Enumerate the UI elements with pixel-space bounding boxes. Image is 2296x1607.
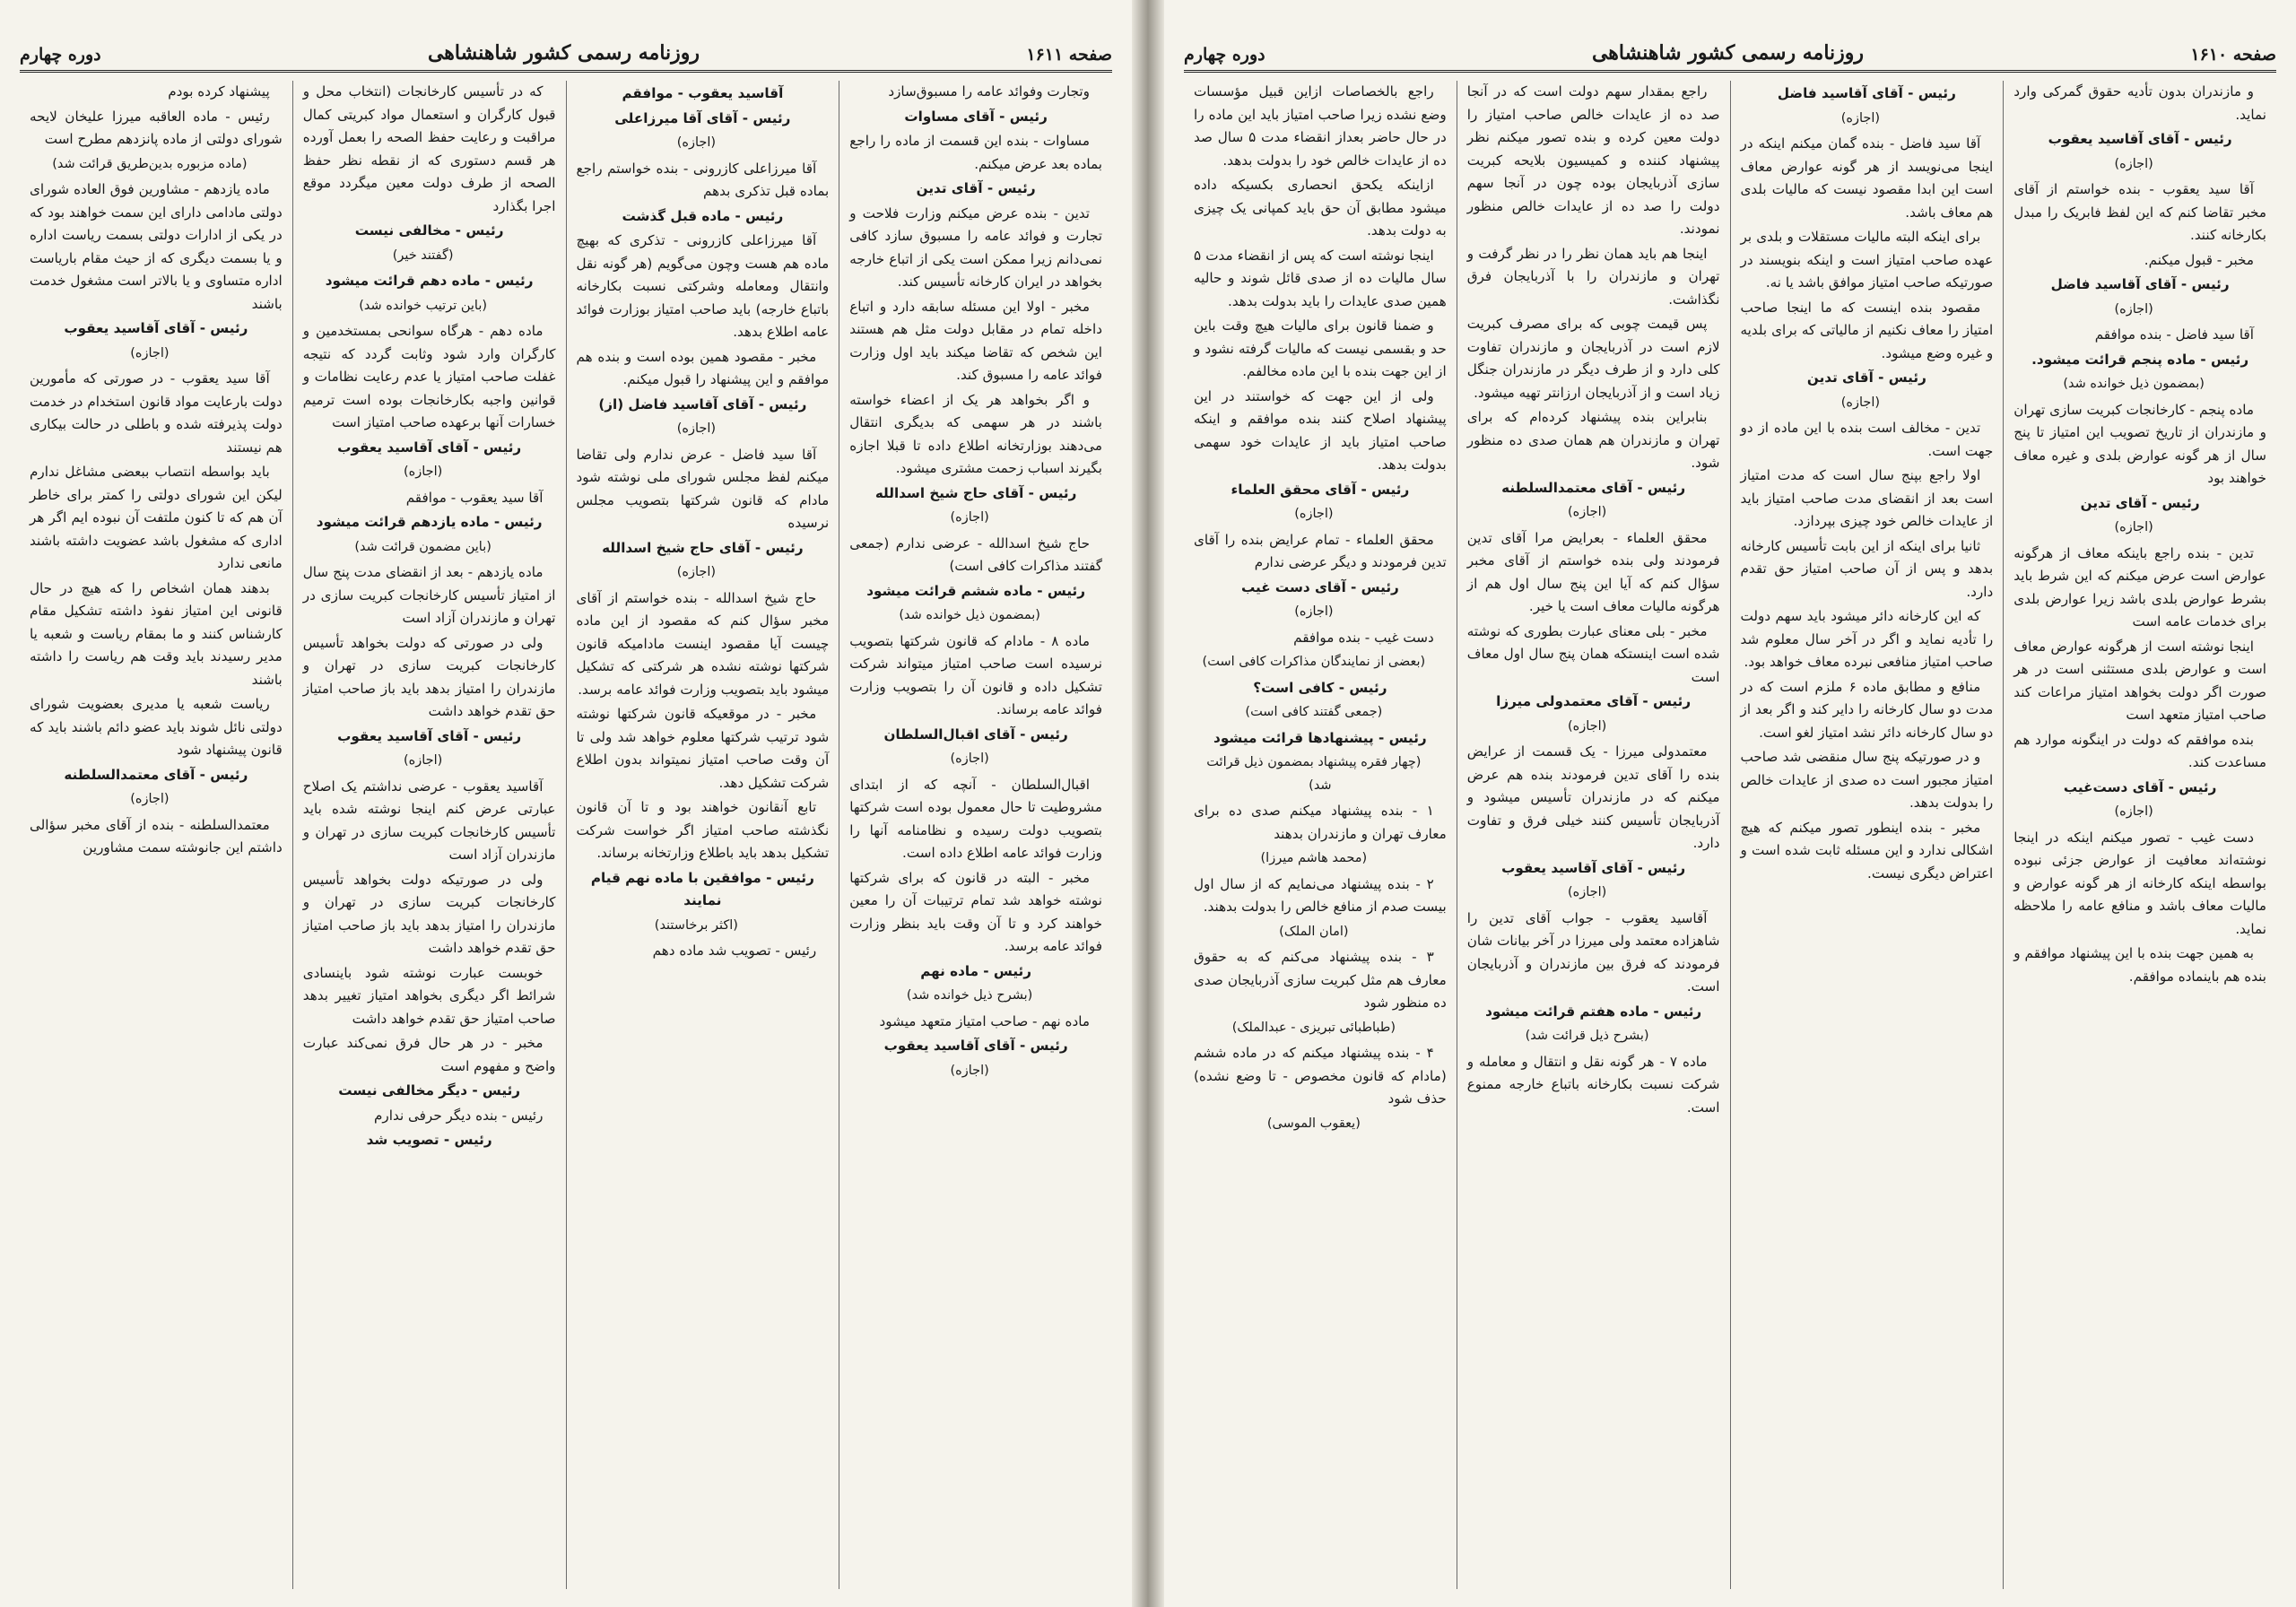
speaker-line: رئیس - ماده قبل گذشت bbox=[622, 207, 784, 224]
speaker-line: آقاسید یعقوب - موافقم bbox=[622, 85, 784, 101]
paragraph: ثانیا برای اینکه از این بابت تأسیس کارخانه بدهد و پس از آن صاحب امتیاز حق تقدم دارد. bbox=[1740, 537, 1994, 600]
paragraph: ماده دهم - هرگاه سوانحی بمستخدمین و کارگران وارد شود وثابت گردد که نتیجه غفلت صاحب امتیاز یا عدم رعایت نظامات و قوانین واجبه بکارخانجات بوده است ترمیم خسارات آنها برعهده صاحب امتیاز است bbox=[302, 323, 556, 430]
paragraph: رئیس - ماده العاقبه میرزا علیخان لایحه شورای دولتی از ماده پانزدهم مطرح است bbox=[30, 108, 283, 147]
paragraph: ریاست شعبه یا مدیری بعضویت شورای دولتی نائل شوند باید عضو دائم باشند باید که قانون پیشنهاد شود bbox=[30, 696, 283, 758]
speaker-line: رئیس - ماده نهم bbox=[920, 962, 1032, 979]
paragraph: بنابراین بنده پیشنهاد کرده‌ام که برای تهران و مازندران هم همان صدی ده منظور شود. bbox=[1466, 409, 1720, 471]
parenthetical-note: (اجازه) bbox=[1567, 885, 1607, 899]
text-column bbox=[1184, 81, 1457, 1589]
paragraph: حاج شیخ اسدالله - عرضی ندارم (جمعی گفتند مذاکرات کافی است) bbox=[849, 534, 1102, 574]
header-rule bbox=[20, 70, 1112, 73]
text-columns bbox=[1184, 81, 2276, 1589]
speaker-line: رئیس - آقای حاج شیخ اسدالله bbox=[602, 539, 804, 556]
right-page bbox=[1164, 0, 2296, 1607]
paragraph: ۲ - بنده پیشنهاد می‌نمایم که از سال اول بیست صدم از منافع خالص را بدولت بدهند. bbox=[1194, 875, 1447, 915]
speaker-line: رئیس - ماده ششم قرائت میشود bbox=[866, 582, 1086, 599]
paragraph: مساوات - بنده این قسمت از ماده را راجع بماده بعد عرض میکنم. bbox=[849, 133, 1102, 172]
speaker-line: رئیس - مخالفی نیست bbox=[354, 222, 504, 239]
paragraph: مقصود بنده اینست که ما اینجا صاحب امتیاز را معاف نکنیم از مالیاتی که برای بلدیه و غیره وضع میشود. bbox=[1740, 299, 1994, 361]
text-columns bbox=[20, 81, 1112, 1589]
speaker-line: رئیس - ماده هفتم قرائت میشود bbox=[1485, 1003, 1702, 1020]
paragraph: اینجا هم باید همان نظر را در نظر گرفت و تهران و مازندران را با آذربایجان فرق نگذاشت. bbox=[1466, 245, 1720, 308]
speaker-line: رئیس - آقای تدین bbox=[1806, 369, 1926, 386]
parenthetical-note: (اجازه) bbox=[1567, 718, 1607, 734]
speaker-line: رئیس - کافی است؟ bbox=[1253, 679, 1387, 696]
parenthetical-note: (اجازه) bbox=[950, 751, 989, 766]
paragraph: مخبر - قبول میکنم. bbox=[2144, 251, 2254, 268]
speaker-line: رئیس - آقای آقاسید یعقوب bbox=[883, 1038, 1068, 1054]
speaker-line: رئیس - آقای آقاسید فاضل bbox=[2050, 276, 2230, 292]
text-column bbox=[20, 81, 292, 1589]
parenthetical-note: (اجازه) bbox=[676, 421, 717, 436]
paragraph: اقبال‌السلطان - آنچه که از ابتدای مشروطیت تا حال معمول بوده است شرکتها بتصویب دولت رسیده و نظامنامه آنها را وزارت فوائد عامه اطلاع داده است. bbox=[849, 776, 1102, 861]
paragraph: ماده یازدهم - مشاورین فوق العاده شورای دولتی مادامی دارای این سمت خواهند بود که در یکی از ادارات دولتی بسمت ریاست اداره و یا بسمت دیگری که از حیث مقام باریاست اداره متساوی و یا بالاتر است مشغول خدمت باشند bbox=[30, 181, 283, 312]
paragraph: مخبر - البته در قانون که برای شرکتها نوشته خواهد شد تمام ترتیبات آن را معین خواهند کرد و تا آن وقت باید بنظر وزارت فوائد عامه برسد. bbox=[849, 869, 1102, 954]
parenthetical-note: (اجازه) bbox=[1840, 110, 1881, 126]
speaker-line: رئیس - ماده پنجم قرائت میشود. bbox=[2031, 351, 2249, 368]
parenthetical-note: (بشرح ذیل قرائت شد) bbox=[1525, 1029, 1649, 1043]
paragraph: بنده موافقم که دولت در اینگونه موارد هم مساعدت کند. bbox=[2013, 731, 2266, 770]
paragraph: پیشنهاد کرده بودم bbox=[168, 83, 270, 100]
paragraph: معتمدالسلطنه - بنده از آقای مخبر سؤالی داشتم این جانوشته سمت مشاورین bbox=[30, 816, 283, 856]
paragraph: آقا میرزاعلی کازرونی - تذکری که بهیچ ماده هم هست وچون می‌گویم (هر گونه نقل وانتقال ومعامله وشرکتی نسبت بکارخانه باتباع خارجه) باید صاحب امتیاز بوزارت فوائد عامه اطلاع بدهد. bbox=[576, 232, 830, 340]
paragraph: تدین - بنده عرض میکنم وزارت فلاحت و تجارت و فوائد عامه را مسبوق سازد کافی نمی‌دانم زیرا ممکن است یکی از اتباع خارجه بخواهد در ایران کارخانه تأسیس کند. bbox=[849, 204, 1102, 290]
parenthetical-note: (چهار فقره پیشنهاد بمضمون ذیل قرائت شد) bbox=[1206, 755, 1422, 793]
paragraph: مخبر - بنده اینطور تصور میکنم که هیچ اشکالی ندارد و این مسئله ثابت شده است و اعتراض دیگری نیست. bbox=[1740, 819, 1994, 882]
parenthetical-note: (گفتند خیر) bbox=[392, 248, 454, 263]
parenthetical-note: (یعقوب الموسی) bbox=[1266, 1116, 1361, 1131]
book-gutter bbox=[1132, 0, 1164, 1607]
parenthetical-note: (اجازه) bbox=[403, 753, 443, 768]
text-column bbox=[1457, 81, 1730, 1589]
parenthetical-note: (اجازه) bbox=[2114, 301, 2153, 317]
paragraph: که در تأسیس کارخانجات (انتخاب محل و قبول کارگران و استعمال مواد کبریتی کمال مراقبت و رعایت حفظ الصحه را بعمل آورده هر قسم دستوری که از نقطه نظر حفظ الصحه از طرف دولت معین میگردد موقع اجرا بگذارد bbox=[302, 83, 556, 214]
speaker-line: رئیس - آقای دست غیب bbox=[1240, 578, 1399, 595]
page-number: صفحه ۱۶۱۰ bbox=[2190, 45, 2276, 65]
speaker-line: رئیس - دیگر مخالفی نیست bbox=[338, 1082, 521, 1099]
text-column bbox=[1730, 81, 2004, 1589]
paragraph: منافع و مطابق ماده ۶ ملزم است که در مدت دو سال کارخانه را دایر کند و اگر بعد از دو سال کارخانه دائر نشد امتیاز لغو است. bbox=[1740, 678, 1994, 741]
paragraph: به همین جهت بنده با این پیشنهاد موافقم و بنده هم باینماده موافقم. bbox=[2013, 945, 2266, 985]
speaker-line: رئیس - آقای تدین bbox=[2080, 494, 2200, 511]
parenthetical-note: (اجازه) bbox=[950, 510, 989, 525]
parenthetical-note: (بشرح ذیل خوانده شد) bbox=[906, 988, 1033, 1003]
parenthetical-note: (اجازه) bbox=[2114, 804, 2153, 819]
paragraph: برای اینکه البته مالیات مستقلات و بلدی بر عهده صاحب امتیاز است و اینکه بنویسند در صورتیکه صاحب امتیاز موافق باشد یا نه. bbox=[1740, 229, 1994, 291]
paragraph: ماده ۷ - هر گونه نقل و انتقال و معامله و شرکت نسبت بکارخانه باتباع خارجه ممنوع است. bbox=[1466, 1053, 1720, 1116]
parenthetical-note: (اجازه) bbox=[130, 792, 170, 806]
speaker-line: رئیس - آقای آقاسید یعقوب bbox=[1501, 859, 1686, 876]
paragraph: تدین - مخالف است بنده با این ماده از دو جهت است. bbox=[1740, 420, 1994, 459]
speaker-line: رئیس - آقای اقبال‌السلطان bbox=[883, 725, 1068, 743]
paragraph: رئیس - تصویب شد ماده دهم bbox=[652, 942, 817, 959]
paragraph: و ضمنا قانون برای مالیات هیچ وقت باین حد و بقسمی نیست که مالیات گرفته نشود و از این جهت بنده با این ماده مخالفم. bbox=[1194, 317, 1447, 379]
speaker-line: رئیس - آقای آقاسید فاضل bbox=[1777, 85, 1956, 101]
speaker-line: رئیس - تصویب شد bbox=[366, 1132, 492, 1148]
paragraph: آقاسید یعقوب - جواب آقای تدین را شاهزاده معتمد ولی میرزا در آخر بیانات شان فرمودند که فرق بین مازندران و آذربایجان است. bbox=[1466, 909, 1720, 995]
paragraph: آقا سید یعقوب - در صورتی که مأمورین دولت بارعایت مواد قانون استخدام در خدمت دولت پذیرفته شده و باطلی در حالت بیکاری هم نیستند bbox=[30, 370, 283, 456]
paragraph: راجع بمقدار سهم دولت است که در آنجا صد ده از عایدات خالص صاحب امتیاز را دولت معین کرده و بنده تصور میکنم نظر پیشنهاد کننده و کمیسیون بلایحه کبریت سازی آذربایجان بوده چون در آنجا سهم دولت را صد ده از عایدات خالص منظور نمودند. bbox=[1466, 83, 1720, 237]
speaker-line: رئیس - آقای مساوات bbox=[904, 108, 1048, 125]
parenthetical-note: (بعضی از نمایندگان مذاکرات کافی است) bbox=[1202, 655, 1426, 669]
speaker-line: رئیس - آقای دست‌غیب bbox=[2063, 778, 2217, 795]
paragraph: ماده ۸ - مادام که قانون شرکتها بتصویب نرسیده است صاحب امتیاز میتواند شرکت تشکیل داده و قانون آن را بتصویب وزارت فوائد عامه برساند. bbox=[849, 632, 1102, 717]
paragraph: مخبر - مقصود همین بوده است و بنده هم موافقم و این پیشنهاد را قبول میکنم. bbox=[576, 348, 830, 387]
paragraph: مخبر - در موقعیکه قانون شرکتها نوشته شود ترتیب شرکتها معلوم خواهد شد ولی تا آن وقت صاحب امتیاز نمیتواند بدون اطلاع شرکت تشکیل دهد. bbox=[576, 706, 830, 791]
parenthetical-note: (باین ترتیب خوانده شد) bbox=[359, 298, 488, 313]
left-page bbox=[0, 0, 1132, 1607]
parenthetical-note: (اجازه) bbox=[676, 565, 717, 579]
paragraph: ولی از این جهت که خواستند در این پیشنهاد اصلاح کنند بنده موافقم و اینکه صاحب امتیاز باید از عایدات خود سهمی بدولت بدهد. bbox=[1194, 387, 1447, 473]
speaker-line: رئیس - آقای آقاسید یعقوب bbox=[2048, 131, 2232, 147]
paragraph: ولی در صورتی که دولت بخواهد تأسیس کارخانجات کبریت سازی در تهران و مازندران را امتیاز بدهد باید باز صاحب امتیاز حق تقدم خواهد داشت bbox=[302, 634, 556, 719]
paragraph: مخبر - در هر حال فرق نمی‌کند عبارت واضح و مفهوم است bbox=[302, 1035, 556, 1074]
paragraph: ماده نهم - صاحب امتیاز متعهد میشود bbox=[879, 1012, 1090, 1029]
page-header bbox=[1184, 22, 2276, 65]
speaker-line: رئیس - ماده دهم قرائت میشود bbox=[325, 273, 534, 289]
speaker-line: رئیس - آقای حاج شیخ اسدالله bbox=[874, 484, 1077, 501]
parenthetical-note: (اجازه) bbox=[2114, 156, 2153, 171]
parenthetical-note: (اکثر برخاستند) bbox=[654, 917, 738, 933]
parenthetical-note: (بمضمون ذیل خوانده شد) bbox=[899, 608, 1040, 622]
parenthetical-note: (محمد هاشم میرزا) bbox=[1260, 851, 1368, 865]
newspaper-title: روزنامه رسمی کشور شاهنشاهی bbox=[427, 41, 700, 65]
text-column bbox=[2003, 81, 2276, 1589]
parenthetical-note: (بمضمون ذیل خوانده شد) bbox=[2063, 377, 2205, 391]
speaker-line: رئیس - آقای آقاسید فاضل (از) bbox=[598, 395, 807, 413]
parenthetical-note: (اجازه) bbox=[1840, 395, 1881, 410]
paragraph: ۴ - بنده پیشنهاد میکنم که در ماده ششم (مادام که قانون مخصوص - تا وضع نشده) حذف شود bbox=[1194, 1045, 1447, 1107]
paragraph: بدهند همان اشخاص را که هیچ در حال قانونی این امتیاز نفوذ داشته تشکیل مقام کارشناس کنند و ما بمقام ریاست و شعبه یا مدیر رسیدند باید وقت هم ریاست را داشته باشند bbox=[30, 579, 283, 688]
session-label: دوره چهارم bbox=[1184, 45, 1265, 65]
parenthetical-note: (امان الملک) bbox=[1279, 924, 1349, 939]
paragraph: ۱ - بنده پیشنهاد میکنم صدی ده برای معارف تهران و مازندران بدهند bbox=[1194, 803, 1447, 842]
parenthetical-note: (اجازه) bbox=[1567, 505, 1607, 519]
paragraph: مخبر - بلی معنای عبارت بطوری که نوشته شده است اینستکه همان پنج سال اول معاف است bbox=[1466, 622, 1720, 685]
paragraph: آقا سید یعقوب - موافقم bbox=[405, 489, 544, 506]
session-label: دوره چهارم bbox=[20, 45, 101, 65]
paragraph: تابع آنقانون خواهند بود و تا آن قانون نگذشته صاحب امتیاز اگر خواست شرکت تشکیل بدهد باید باطلاع وزارتخانه برساند. bbox=[576, 799, 830, 861]
speaker-line: رئیس - آقای محقق العلماء bbox=[1231, 481, 1410, 498]
parenthetical-note: (اجازه) bbox=[1294, 507, 1334, 521]
parenthetical-note: (اجازه) bbox=[676, 135, 717, 150]
paragraph: اینجا نوشته است از هرگونه عوارض معاف است و عوارض بلدی مستثنی است در هر صورت اگر دولت بخواهد امتیاز مراعات کند صاحب امتیاز متعهد است bbox=[2013, 638, 2266, 723]
paragraph: محقق العلماء - بعرایض مرا آقای تدین فرمودند ولی بنده خواستم از آقای مخبر سؤال کنم که آیا این پنج سال اول هم از هرگونه مالیات معاف است یا خیر. bbox=[1466, 529, 1720, 614]
text-column bbox=[292, 81, 566, 1589]
speaker-line: رئیس - موافقین با ماده نهم قیام نمایند bbox=[590, 869, 814, 908]
paragraph: وتجارت وفوائد عامه را مسبوق‌سازد bbox=[888, 83, 1090, 100]
page-header bbox=[20, 22, 1112, 65]
paragraph: رئیس - بنده دیگر حرفی ندارم bbox=[374, 1107, 544, 1124]
paragraph: محقق العلماء - تمام عرایض بنده را آقای تدین فرمودند و دیگر عرضی ندارم bbox=[1194, 531, 1447, 570]
paragraph: باید بواسطه انتصاب ببعضی مشاغل ندارم لیکن این شورای دولتی را کمتر برای خاطر آن هم که تا کنون ملتفت آن نبوده ایم اگر هر اداری که مشغول باشد عضویت داشته باشند مانعی ندارد bbox=[30, 464, 283, 571]
paragraph: که این کارخانه دائر میشود باید سهم دولت را تأدیه نماید و اگر در آخر سال معلوم شد صاحب امتیاز منافعی نبرده معاف خواهد بود. bbox=[1740, 608, 1994, 670]
paragraph: مخبر - اولا این مسئله سابقه دارد و اتباع داخله تمام در مقابل دولت مثل هم هستند این شخص که تقاضا میکند باید اول وزارت فوائد عامه را مسبوق کند. bbox=[849, 298, 1102, 383]
paragraph: آقا میرزاعلی کازرونی - بنده خواستم راجع بماده قبل تذکری بدهم bbox=[576, 160, 830, 199]
parenthetical-note: (ماده مزبوره بدین‌طریق قرائت شد) bbox=[52, 156, 248, 171]
paragraph: و اگر بخواهد هر یک از اعضاء خواسته باشند در هر سهمی که بدیگری انتقال می‌دهند بوزارتخانه اطلاع داده تا قبلا اجازه بگیرند اسباب زحمت مشتری میشود. bbox=[849, 391, 1102, 476]
page-number: صفحه ۱۶۱۱ bbox=[1026, 45, 1112, 65]
paragraph: اولا راجع بپنج سال است که مدت امتیاز است بعد از انقضای مدت صاحب امتیاز باید از عایدات خالص خود چیزی بپردازد. bbox=[1740, 467, 1994, 529]
paragraph: و مازندران بدون تأدیه حقوق گمرکی وارد نماید. bbox=[2013, 83, 2266, 123]
parenthetical-note: (اجازه) bbox=[130, 345, 170, 360]
header-rule bbox=[1184, 70, 2276, 73]
parenthetical-note: (اجازه) bbox=[1294, 604, 1334, 619]
speaker-line: رئیس - ماده یازدهم قرائت میشود bbox=[316, 514, 543, 530]
speaker-line: رئیس - آقای تدین bbox=[916, 180, 1036, 196]
parenthetical-note: (اجازه) bbox=[2114, 520, 2153, 534]
speaker-line: رئیس - آقای معتمدالسلطنه bbox=[1501, 479, 1686, 496]
speaker-line: رئیس - آقای معتمدولی میرزا bbox=[1496, 693, 1692, 709]
paragraph: و در صورتیکه پنج سال منقضی شد صاحب امتیاز مجبور است ده صدی از عایدات خالص را بدولت بدهد. bbox=[1740, 749, 1994, 811]
paragraph: راجع بالخصاصات ازاین قبیل مؤسسات وضع نشده زیرا صاحب امتیاز باید این ماده را در حال حاضر بعداز انقضاء مدت ۵ سال صد ده از عایدات خالص خود را بدولت بدهد. bbox=[1194, 83, 1447, 169]
paragraph: ازاینکه یکحق انحصاری بکسیکه داده میشود مطابق آن حق باید کمپانی یک چیزی به دولت بدهد. bbox=[1194, 177, 1447, 239]
paragraph: آقا سید یعقوب - بنده خواستم از آقای مخبر تقاضا کنم که این لفظ فابریک را مبدل بکارخانه کنند. bbox=[2013, 181, 2266, 243]
speaker-line: رئیس - آقای آقا میرزاعلی bbox=[614, 109, 791, 126]
paragraph: دست غیب - بنده موافقم bbox=[1293, 629, 1434, 646]
speaker-line: رئیس - پیشنهادها قرائت میشود bbox=[1213, 729, 1427, 746]
paragraph: ماده پنجم - کارخانجات کبریت سازی تهران و مازندران از تاریخ تصویب این امتیاز تا پنج سال از هر گونه عوارض بلدی و غیره معاف خواهند بود bbox=[2013, 401, 2266, 486]
paragraph: معتمدولی میرزا - یک قسمت از عرایض بنده را آقای تدین فرمودند بنده هم عرض میکنم که در مازندران تأسیس میشود و آذربایجان تأسیس کنند خیلی فرق و تفاوت دارد. bbox=[1466, 743, 1720, 851]
speaker-line: رئیس - آقای آقاسید یعقوب bbox=[337, 727, 522, 744]
paragraph: آقا سید فاضل - بنده گمان میکنم اینکه در اینجا می‌نویسد از هر گونه عوارض معاف است این ابدا مقصود نیست که مالیات بلدی هم معاف باشد. bbox=[1740, 135, 1994, 221]
paragraph: ۳ - بنده پیشنهاد می‌کنم که به حقوق معارف هم مثل کبریت سازی آذربایجان صدی ده منظور شود bbox=[1194, 949, 1447, 1011]
paragraph: اینجا نوشته است که پس از انقضاء مدت ۵ سال مالیات ده از صدی قائل شوند و حالیه همین صدی عایدات را باید بدولت بدهد. bbox=[1194, 247, 1447, 309]
paragraph: آقا سید فاضل - بنده موافقم bbox=[2094, 326, 2254, 343]
paragraph: تدین - بنده راجع باینکه معاف از هرگونه عوارض است عرض میکنم که این شرط باید بشرط عوارض بلدی باشد زیرا عوارض بلدی برای خدمات عامه است bbox=[2013, 544, 2266, 630]
paragraph: پس قیمت چوبی که برای مصرف کبریت لازم است در آذربایجان و مازندران تفاوت کلی دارد و از طرف دیگر در مازندران جنگل زیاد است و از آذربایجان ارزانتر تهیه میشود. bbox=[1466, 316, 1720, 401]
paragraph: حاج شیخ اسدالله - بنده خواستم از آقای مخبر سؤال کنم که مقصود از این ماده چیست آیا مقصود اینست مادامیکه قانون شرکتها نوشته نشده هر شرکتی که تشکیل میشود باید بتصویب وزارت فوائد عامه برسد. bbox=[576, 589, 830, 698]
parenthetical-note: (اجازه) bbox=[403, 465, 443, 479]
text-column bbox=[839, 81, 1112, 1589]
parenthetical-note: (طباطبائی تبریزی - عبدالملک) bbox=[1231, 1020, 1396, 1035]
paragraph: آقا سید فاضل - عرض ندارم ولی تقاضا میکنم لفظ مجلس شورای ملی نوشته شود مادام که قانون شرکتها بتصویب مجلس نرسیده bbox=[576, 446, 830, 531]
newspaper-title: روزنامه رسمی کشور شاهنشاهی bbox=[1591, 41, 1865, 65]
paragraph: خوبست عبارت نوشته شود باینسادی شرائط اگر دیگری بخواهد امتیاز تغییر بدهد صاحب امتیاز حق تقدم خواهد داشت bbox=[302, 964, 556, 1027]
parenthetical-note: (باین مضمون قرائت شد) bbox=[354, 539, 491, 554]
speaker-line: رئیس - آقای معتمدالسلطنه bbox=[64, 766, 248, 783]
speaker-line: رئیس - آقای آقاسید یعقوب bbox=[64, 320, 248, 336]
paragraph: ماده یازدهم - بعد از انقضای مدت پنج سال از امتیاز تأسیس کارخانجات کبریت سازی در تهران و مازندران آزاد است bbox=[302, 564, 556, 626]
text-column bbox=[566, 81, 839, 1589]
paragraph: دست غیب - تصور میکنم اینکه در اینجا نوشته‌اند معافیت از عوارض جزئی نبوده بواسطه اینکه کارخانه از هر گونه عوارض و مالیات معاف باشد و منافع عامه را ملاحظه نماید. bbox=[2013, 829, 2266, 937]
paragraph: آقاسید یعقوب - عرضی نداشتم یک اصلاح عبارتی عرض کنم اینجا نوشته شده باید تأسیس کارخانجات کبریت سازی در تهران و مازندران آزاد است bbox=[302, 777, 556, 863]
paragraph: ولی در صورتیکه دولت بخواهد تأسیس کارخانجات کبریت سازی در تهران و مازندران را امتیاز بدهد باید باز صاحب امتیاز حق تقدم خواهد داشت bbox=[302, 871, 556, 956]
parenthetical-note: (اجازه) bbox=[950, 1063, 989, 1078]
speaker-line: رئیس - آقای آقاسید یعقوب bbox=[337, 439, 522, 456]
parenthetical-note: (جمعی گفتند کافی است) bbox=[1245, 705, 1383, 719]
